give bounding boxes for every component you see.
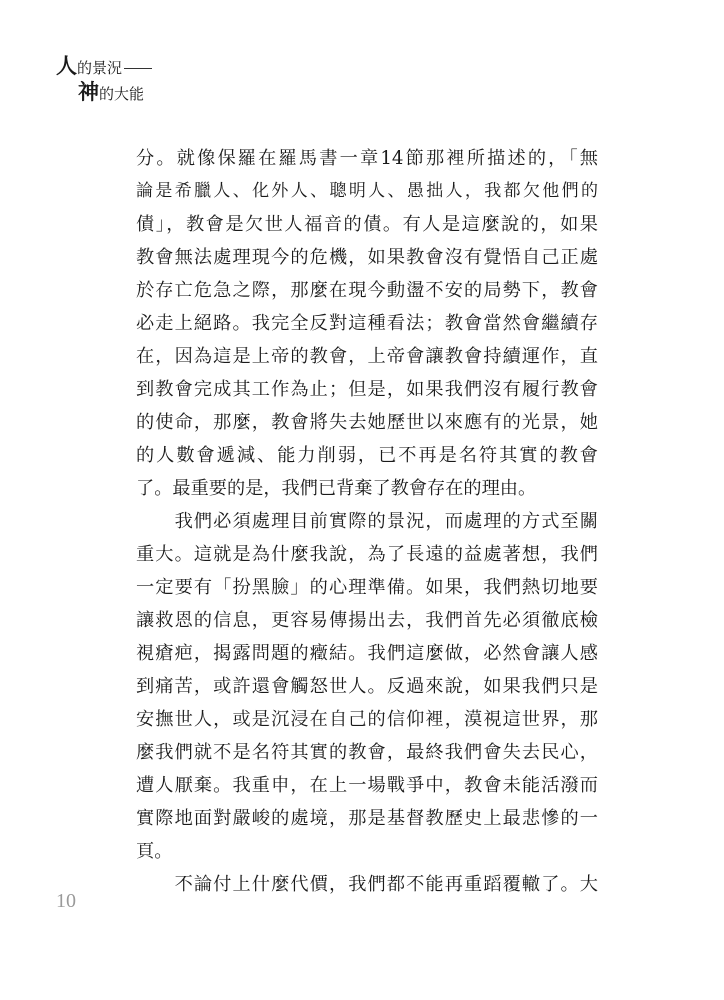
text-line: 必走上絕路。我完全反對這種看法；教會當然會繼續存 — [136, 313, 598, 334]
text-line: 頁。 — [136, 841, 173, 862]
running-head-dash — [124, 68, 152, 69]
text-line: 遭人厭棄。我重申，在上一場戰爭中，教會未能活潑而 — [136, 775, 598, 796]
text-line: 論是希臘人、化外人、聰明人、愚拙人，我都欠他們的 — [136, 181, 598, 201]
text-line: 於存亡危急之際，那麼在現今動盪不安的局勢下，教會 — [136, 280, 598, 301]
text-line: 實際地面對嚴峻的處境，那是基督教歷史上最悲慘的一 — [136, 808, 598, 829]
running-head-text-1: 的景況 — [77, 59, 123, 77]
text-line: 我們必須處理目前實際的景況，而處理的方式至關 — [136, 511, 598, 532]
text-line: 讓救恩的信息，更容易傳揚出去，我們首先必須徹底檢 — [136, 610, 598, 631]
page-number: 10 — [56, 890, 76, 912]
running-head-initial-1: 人 — [56, 54, 77, 78]
text-line: 麼我們就不是名符其實的教會，最終我們會失去民心， — [136, 742, 598, 763]
text-line: 到教會完成其工作為止；但是，如果我們沒有履行教會 — [136, 379, 598, 400]
running-head-line2 — [78, 76, 144, 106]
text-line: 的使命，那麼，教會將失去她歷世以來應有的光景，她 — [136, 412, 598, 433]
text-line: 的人數會遞減、能力削弱，已不再是名符其實的教會 — [136, 445, 598, 466]
text-line: 教會無法處理現今的危機，如果教會沒有覺悟自己正處 — [136, 247, 598, 268]
text-line: 債」，教會是欠世人福音的債。有人是這麼說的，如果 — [136, 214, 598, 235]
text-line: 分。就像保羅在羅馬書一章14節那裡所描述的，「無 — [136, 148, 598, 169]
text-line: 了。最重要的是，我們已背棄了教會存在的理由。 — [136, 478, 537, 499]
running-head-text-2: 的大能 — [99, 85, 145, 103]
text-line: 不論付上什麼代價，我們都不能再重蹈覆轍了。大 — [136, 874, 598, 895]
text-line: 到痛苦，或許還會觸怒世人。反過來說，如果我們只是 — [136, 676, 598, 697]
running-head — [56, 50, 256, 104]
text-line: 安撫世人，或是沉浸在自己的信仰裡，漠視這世界，那 — [136, 709, 598, 730]
text-line: 重大。這就是為什麼我說，為了長遠的益處著想，我們 — [136, 544, 598, 565]
text-line: 視瘡疤，揭露問題的癥結。我們這麼做，必然會讓人感 — [136, 643, 598, 664]
body-text — [136, 142, 598, 901]
text-line: 在，因為這是上帝的教會，上帝會讓教會持續運作，直 — [136, 346, 598, 367]
text-line: 一定要有「扮黑臉」的心理準備。如果，我們熱切地要 — [136, 577, 598, 598]
running-head-initial-2: 神 — [78, 80, 99, 104]
